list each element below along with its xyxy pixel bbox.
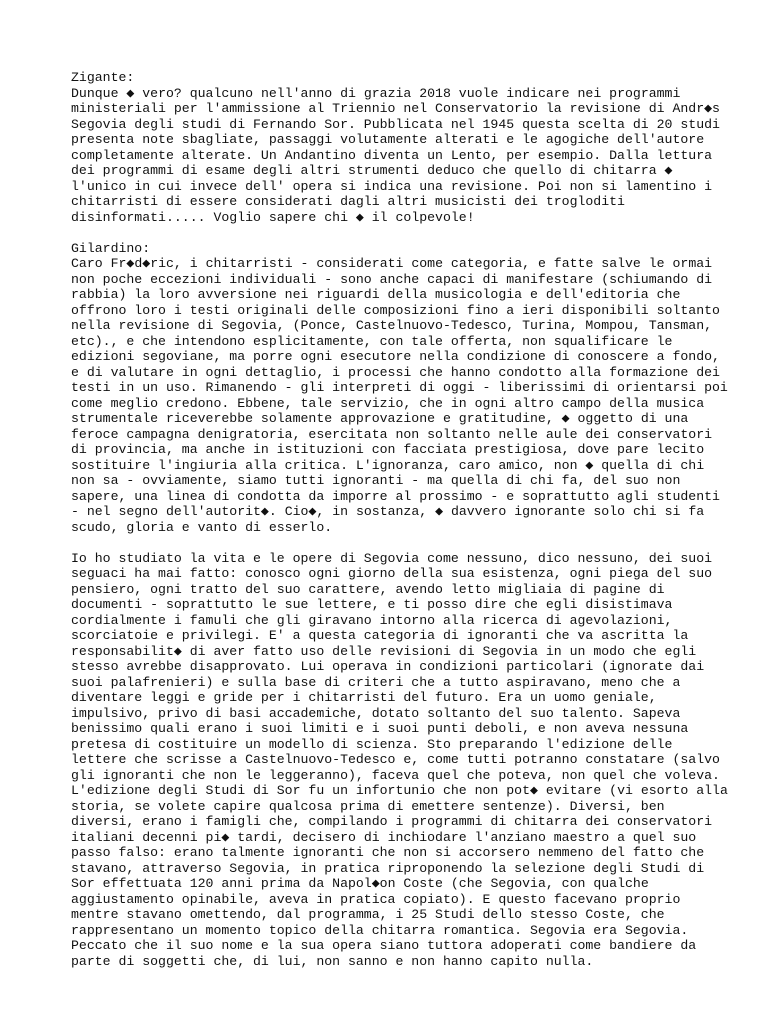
text-line: aggiustamento opinabile, aveva in pratica copiato). E questo facevano proprio: [71, 891, 681, 907]
text-line: seguaci ha mai fatto: conosco ogni giorno della sua esistenza, ogni piega del suo: [71, 566, 713, 581]
text-line: pretesa di costituire un modello di scienza. Sto preparando l'edizione delle: [71, 736, 673, 752]
text-line: responsabilit◆ di aver fatto uso delle revisioni di Segovia in un modo che egli: [71, 643, 697, 659]
text-line: nella revisione di Segovia, (Ponce, Castelnuovo-Tedesco, Turina, Mompou, Tansman,: [71, 318, 713, 333]
text-line: L'edizione degli Studi di Sor fu un infortunio che non pot◆ evitare (vi esorto alla: [71, 783, 728, 798]
text-line: edizioni segoviane, ma porre ogni esecutore nella condizione di conoscere a fondo,: [71, 349, 720, 364]
text-line: cordialmente i famuli che gli giravano intorno alla ricerca di agevolazioni,: [71, 612, 673, 628]
text-line: ministeriali per l'ammissione al Triennio nel Conservatorio la revisione di Andr◆s: [71, 101, 720, 116]
paragraph-segovia: [71, 550, 728, 970]
text-line: Sor effettuata 120 anni prima da Napol◆on Coste (che Segovia, con qualche: [71, 876, 649, 891]
text-line: e di valutare in ogni dettaglio, i processi che hanno condotto alla formazione dei: [71, 364, 720, 380]
text-line: Dunque ◆ vero? qualcuno nell'anno di grazia 2018 vuole indicare nei programmi: [71, 85, 681, 101]
text-line: l'unico in cui invece dell' opera si indica una revisione. Poi non si lamentino i: [71, 178, 713, 194]
text-line: parte di soggetti che, di lui, non sanno e non hanno capito nulla.: [71, 953, 594, 969]
text-line: disinformati..... Voglio sapere chi ◆ il colpevole!: [71, 209, 475, 225]
text-line: diversi, erano i famigli che, compilando i programmi di chitarra dei conservatori: [71, 814, 713, 829]
paragraph-gilardino: [71, 240, 728, 536]
text-line: Io ho studiato la vita e le opere di Segovia come nessuno, dico nessuno, dei suoi: [71, 550, 713, 566]
text-line: dei programmi di esame degli altri strumenti deduco che quello di chitarra ◆: [71, 163, 673, 178]
text-line: gli ignoranti che non le leggeranno), faceva quel che poteva, non quel che voleva.: [71, 767, 720, 783]
text-line: presenta note sbagliate, passaggi volutamente alterati e le agogiche dell'autore: [71, 132, 705, 147]
text-line: - nel segno dell'autorit◆. Cio◆, in sostanza, ◆ davvero ignorante solo chi si fa: [71, 504, 705, 519]
text-line: offrono loro i testi originali delle composizioni fino a ieri disponibili soltanto: [71, 302, 720, 318]
paragraph-zigante: [71, 70, 720, 225]
text-line: documenti - soprattutto le sue lettere, e ti posso dire che egli disistimava: [71, 597, 673, 612]
text-line: feroce campagna denigratoria, esercitata non soltanto nelle aule dei conservatori: [71, 426, 713, 442]
text-line: testi in un uso. Rimanendo - gli interpreti di oggi - liberissimi di orientarsi poi: [71, 380, 728, 395]
text-line: rabbia) la loro avversione nei riguardi della musicologia e dell'editoria che: [71, 287, 681, 302]
text-line: italiani decenni pi◆ tardi, decisero di inchiodare l'anziano maestro a quel suo: [71, 829, 697, 845]
text-line: Caro Fr◆d◆ric, i chitarristi - considerati come categoria, e fatte salve le ormai: [71, 256, 713, 271]
text-line: passo falso: erano talmente ignoranti che non si accorsero nemmeno del fatto che: [71, 845, 705, 860]
text-line: scudo, gloria e vanto di esserlo.: [71, 519, 333, 535]
text-line: di provincia, ma anche in istituzioni con facciata prestigiosa, dove pare lecito: [71, 442, 705, 457]
text-line: scorciatoie e privilegi. E' a questa categoria di ignoranti che va ascritta la: [71, 628, 689, 643]
text-line: stavano, attraverso Segovia, in pratica riproponendo la selezione degli Studi di: [71, 860, 705, 876]
text-line: impulsivo, privo di basi accademiche, dotato soltanto del suo talento. Sapeva: [71, 705, 681, 721]
text-line: sostituire l'ingiuria alla critica. L'ignoranza, caro amico, non ◆ quella di chi: [71, 457, 705, 473]
text-line: sapere, una linea di condotta da imporre al prossimo - e soprattutto agli studenti: [71, 488, 720, 504]
text-line: pensiero, ogni tratto del suo carattere, avendo letto migliaia di pagine di: [71, 581, 665, 597]
text-line: suoi palafrenieri) e sulla base di criteri che a tutto aspiravano, meno che a: [71, 674, 681, 690]
text-line: diventare leggi e gride per i chitarristi del futuro. Era un uomo geniale,: [71, 690, 657, 705]
text-line: non sa - ovviamente, siamo tutti ignoranti - ma quella di chi fa, del suo non: [71, 473, 681, 488]
text-line: rappresentano un momento topico della chitarra romantica. Segovia era Segovia.: [71, 922, 689, 938]
text-line: completamente alterate. Un Andantino diventa un Lento, per esempio. Dalla lettura: [71, 147, 713, 163]
text-line: stesso avrebbe disapprovato. Lui operava in condizioni particolari (ignorate dai: [71, 659, 705, 674]
text-line: chitarristi di essere considerati dagli altri musicisti dei trogloditi: [71, 194, 625, 209]
text-line: Gilardino:: [71, 240, 151, 256]
text-line: lettere che scrisse a Castelnuovo-Tedesco e, come tutti potranno constatare (salvo: [71, 752, 720, 767]
document-page: [71, 70, 728, 985]
text-line: come meglio credono. Ebbene, tale servizio, che in ogni altro campo della musica: [71, 395, 705, 411]
text-line: storia, se volete capire qualcosa prima di emettere sentenze). Diversi, ben: [71, 798, 665, 814]
text-line: strumentale riceverebbe solamente approvazione e gratitudine, ◆ oggetto di una: [71, 411, 689, 426]
text-line: mentre stavano omettendo, dal programma, i 25 Studi dello stesso Coste, che: [71, 907, 665, 922]
text-line: Peccato che il suo nome e la sua opera siano tuttora adoperati come bandiere da: [71, 938, 697, 953]
text-line: non poche eccezioni individuali - sono anche capaci di manifestare (schiumando di: [71, 271, 713, 287]
text-line: Segovia degli studi di Fernando Sor. Pubblicata nel 1945 questa scelta di 20 studi: [71, 116, 720, 132]
text-line: benissimo quali erano i suoi limiti e i suoi punti deboli, e non aveva nessuna: [71, 721, 689, 736]
text-line: Zigante:: [71, 70, 135, 85]
text-line: etc)., e che intendono esplicitamente, con tale offerta, non squalificare le: [71, 333, 673, 349]
